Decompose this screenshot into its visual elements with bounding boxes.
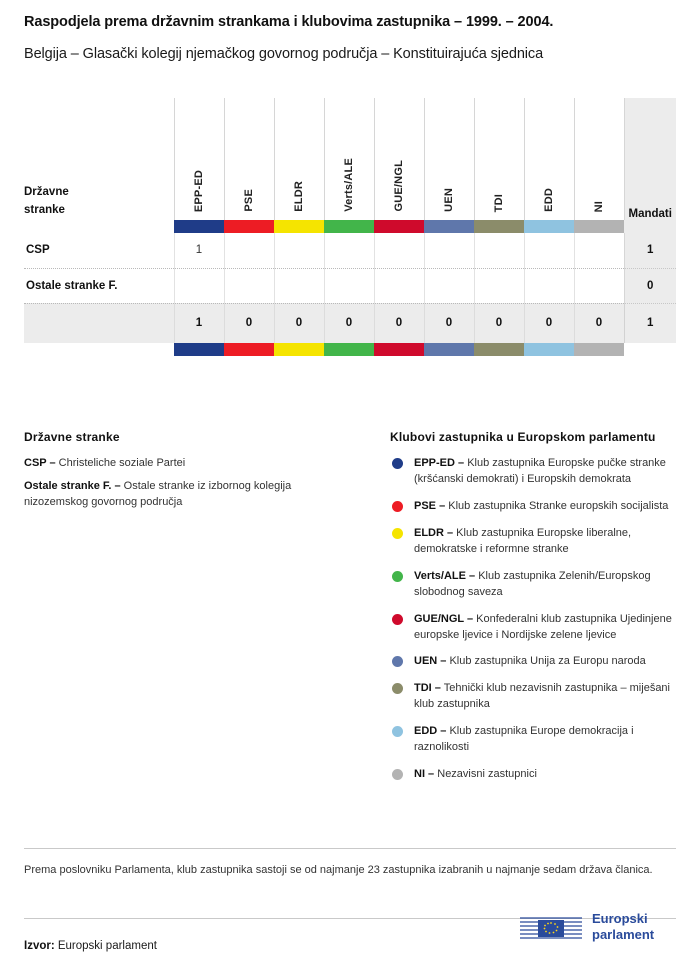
- column-header-eldr: [274, 98, 324, 220]
- legend-title: Državne stranke: [24, 430, 120, 444]
- sum-value: 0: [424, 303, 474, 343]
- band-swatch-verts-ale: [324, 220, 374, 233]
- legend-item-code: TDI –: [414, 682, 441, 695]
- row-label: Ostale stranke F.: [24, 268, 174, 303]
- band-swatch-tdi: [474, 343, 524, 356]
- sum-value: 0: [374, 303, 424, 343]
- sum-row-label: [24, 303, 174, 343]
- column-header-gue-ngl: [374, 98, 424, 220]
- column-header-verts-ale: [324, 98, 374, 220]
- row-header-line1: Državne: [24, 186, 69, 199]
- color-dot-icon: [392, 683, 403, 694]
- cell-value: [274, 268, 324, 303]
- column-header-label: PSE: [243, 189, 255, 212]
- source-label: Izvor:: [24, 940, 55, 952]
- band-swatch-verts-ale: [324, 343, 374, 356]
- legend-item-code: EPP-ED –: [414, 457, 465, 469]
- legend-item-code: GUE/NGL –: [414, 612, 474, 625]
- legend-item-text: Klub zastupnika Unija za Europu naroda: [446, 655, 646, 668]
- legend-item-code: PSE –: [414, 499, 446, 512]
- legend-item-epp-ed: [390, 456, 680, 488]
- cell-value: [174, 268, 224, 303]
- cell-value: [424, 268, 474, 303]
- cell-value: [274, 233, 324, 268]
- color-band-top: [24, 220, 676, 233]
- sum-value: 0: [274, 303, 324, 343]
- legend-item-text: Konfederalni klub zastupnika Ujedinjene europske ljevice i Nordijske zelene ljevice: [414, 612, 672, 641]
- band-swatch-edd: [524, 220, 574, 233]
- color-dot-icon: [392, 769, 403, 780]
- band-swatch-epp-ed: [174, 220, 224, 233]
- source-value: Europski parlament: [54, 940, 157, 952]
- column-header-ni: [574, 98, 624, 220]
- column-header-uen: [424, 98, 474, 220]
- band-swatch-edd: [524, 343, 574, 356]
- color-dot-icon: [392, 571, 403, 582]
- band-swatch-gue-ngl: [374, 220, 424, 233]
- page-subtitle: Belgija – Glasački kolegij njemačkog govornog područja – Konstituirajuća sjednica: [24, 46, 544, 62]
- cell-value: [324, 233, 374, 268]
- color-dot-icon: [392, 656, 403, 667]
- cell-value: [324, 268, 374, 303]
- table-header-row: [24, 98, 676, 220]
- band-swatch-pse: [224, 343, 274, 356]
- divider: [24, 848, 676, 849]
- band-swatch-uen: [424, 343, 474, 356]
- row-total: 1: [624, 233, 676, 268]
- legend-item-text: Klub zastupnika Europske liberalne, demokratske i reformne stranke: [414, 526, 632, 555]
- cell-value: [374, 233, 424, 268]
- legend-item-text: Klub zastupnika Europske pučke stranke (kršćanski demokrati) i Europskih demokrata: [414, 457, 666, 485]
- legend-item-tdi: [390, 681, 680, 713]
- ep-logo-line1: Europski: [592, 911, 648, 926]
- legend-item-code: Verts/ALE –: [414, 569, 476, 582]
- column-header-pse: [224, 98, 274, 220]
- cell-value: [524, 268, 574, 303]
- column-header-label: TDI: [493, 193, 505, 212]
- cell-value: 1: [174, 233, 224, 268]
- legend-item-pse: [390, 499, 680, 515]
- legend-item: [24, 456, 354, 472]
- cell-value: [524, 233, 574, 268]
- cell-value: [574, 268, 624, 303]
- legend-item-text: Christeliche soziale Partei: [55, 457, 186, 469]
- band-spacer-total: [624, 220, 676, 233]
- legend-item-code: CSP –: [24, 457, 56, 469]
- row-label: CSP: [24, 233, 174, 268]
- table-row: [24, 268, 676, 303]
- legend-item-text: Klub zastupnika Stranke europskih socijalista: [445, 499, 669, 512]
- sum-value: 0: [324, 303, 374, 343]
- legend-item-code: Ostale stranke F. –: [24, 479, 121, 492]
- page-title: Raspodjela prema državnim strankama i klubovima zastupnika – 1999. – 2004.: [24, 14, 554, 30]
- band-swatch-gue-ngl: [374, 343, 424, 356]
- band-spacer: [24, 220, 174, 233]
- legend-item-code: EDD –: [414, 725, 447, 738]
- footnote: Prema poslovniku Parlamenta, klub zastupnika sastoji se od najmanje 23 zastupnika izabranih u najmanje sedam država članica.: [24, 864, 653, 876]
- column-header-label: GUE/NGL: [393, 160, 405, 212]
- legend-item-text: Klub zastupnika Zelenih/Europskog slobodnog saveza: [414, 569, 651, 598]
- column-header-label: EPP-ED: [193, 169, 205, 212]
- sum-value: 1: [174, 303, 224, 343]
- legend-item-code: ELDR –: [414, 526, 454, 539]
- legend-item-code: UEN –: [414, 655, 447, 668]
- color-dot-icon: [392, 501, 403, 512]
- color-dot-icon: [392, 726, 403, 737]
- column-header-label: UEN: [443, 188, 455, 212]
- color-band-bottom: [24, 343, 676, 356]
- legend-item-gue-ngl: [390, 612, 680, 644]
- band-swatch-eldr: [274, 343, 324, 356]
- table-sum-row: [24, 303, 676, 343]
- column-header-label: ELDR: [293, 181, 305, 212]
- ep-logo-text: [592, 911, 654, 944]
- legend-item-code: NI –: [414, 768, 435, 781]
- cell-value: [574, 233, 624, 268]
- band-swatch-pse: [224, 220, 274, 233]
- band-swatch-tdi: [474, 220, 524, 233]
- legend-item-verts-ale: [390, 569, 680, 601]
- sum-value: 0: [224, 303, 274, 343]
- legend-national-parties: [24, 430, 354, 518]
- sum-value: 0: [574, 303, 624, 343]
- legend-item: [24, 479, 354, 511]
- legend-item-text: Klub zastupnika Europe demokracija i raznolikosti: [414, 725, 634, 754]
- cell-value: [424, 233, 474, 268]
- band-swatch-epp-ed: [174, 343, 224, 356]
- column-header-edd: [524, 98, 574, 220]
- cell-value: [474, 268, 524, 303]
- color-dot-icon: [392, 614, 403, 625]
- band-spacer: [24, 343, 174, 356]
- legend-item-text: Ostale stranke iz izbornog kolegija nizozemskog govornog područja: [24, 479, 292, 508]
- column-header-label: NI: [593, 200, 605, 212]
- column-header-label: Verts/ALE: [343, 158, 355, 212]
- sum-value: 0: [524, 303, 574, 343]
- cell-value: [224, 233, 274, 268]
- source-line: [24, 940, 157, 952]
- column-header-epp-ed: [174, 98, 224, 220]
- band-swatch-ni: [574, 220, 624, 233]
- distribution-table: [24, 98, 676, 356]
- row-total: 0: [624, 268, 676, 303]
- table-row: [24, 233, 676, 268]
- band-swatch-eldr: [274, 220, 324, 233]
- legend-item-text: Tehnički klub nezavisnih zastupnika – miješani klub zastupnika: [414, 682, 670, 711]
- sum-value: 0: [474, 303, 524, 343]
- legend-political-groups: [390, 430, 680, 794]
- cell-value: [224, 268, 274, 303]
- grand-total: 1: [624, 303, 676, 343]
- ep-logo-line2: parlament: [592, 927, 655, 943]
- column-header-mandati: Mandati: [624, 98, 676, 220]
- band-swatch-ni: [574, 343, 624, 356]
- legend-item-uen: [390, 654, 680, 670]
- ep-flag-icon: [518, 911, 584, 945]
- row-header-label: [24, 98, 174, 220]
- legend-item-text: Nezavisni zastupnici: [434, 768, 537, 781]
- band-spacer-total: [624, 343, 676, 356]
- legend-item-eldr: [390, 526, 680, 558]
- color-dot-icon: [392, 528, 403, 539]
- cell-value: [374, 268, 424, 303]
- column-header-label: EDD: [543, 188, 555, 212]
- legend-title: Klubovi zastupnika u Europskom parlamentu: [390, 430, 656, 444]
- color-dot-icon: [392, 458, 403, 469]
- european-parliament-logo: [518, 905, 678, 951]
- band-swatch-uen: [424, 220, 474, 233]
- row-header-line2: stranke: [24, 204, 65, 217]
- column-header-tdi: [474, 98, 524, 220]
- cell-value: [474, 233, 524, 268]
- legend-item-edd: [390, 724, 680, 756]
- legend-item-ni: [390, 767, 680, 783]
